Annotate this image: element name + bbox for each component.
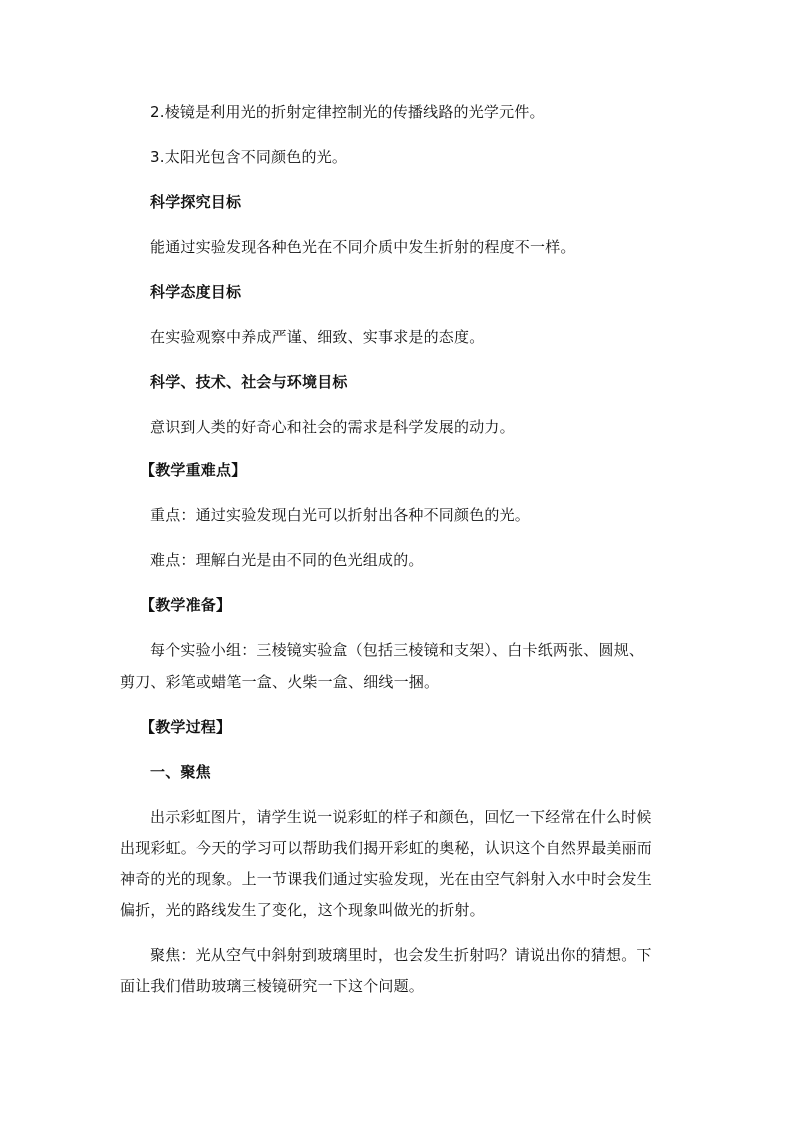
- focus-question-line-2: 面让我们借助玻璃三棱镜研究一下这个问题。: [120, 977, 425, 995]
- focus-paragraph-line-2: 出现彩虹。今天的学习可以帮助我们揭开彩虹的奥秘，认识这个自然界最美丽而: [120, 839, 653, 857]
- heading-sts-goal: 科学、技术、社会与环境目标: [150, 373, 348, 391]
- preparation-text-line-2: 剪刀、彩笔或蜡笔一盒、火柴一盒、细线一捆。: [120, 673, 440, 691]
- heading-preparation: 【教学准备】: [140, 596, 232, 614]
- attitude-goal-text: 在实验观察中养成严谨、细致、实事求是的态度。: [150, 328, 485, 346]
- heading-process: 【教学过程】: [140, 718, 232, 736]
- focus-question-line-1: 聚焦：光从空气中斜射到玻璃里时，也会发生折射吗？请说出你的猜想。下: [150, 946, 652, 964]
- difficulty-text: 难点：理解白光是由不同的色光组成的。: [150, 551, 424, 569]
- inquiry-goal-text: 能通过实验发现各种色光在不同介质中发生折射的程度不一样。: [150, 238, 576, 256]
- heading-focus: 一、聚焦: [150, 763, 211, 781]
- heading-key-points: 【教学重难点】: [140, 461, 247, 479]
- focus-paragraph-line-1: 出示彩虹图片，请学生说一说彩虹的样子和颜色，回忆一下经常在什么时候: [150, 808, 652, 826]
- focus-paragraph-line-4: 偏折，光的路线发生了变化，这个现象叫做光的折射。: [120, 901, 485, 919]
- heading-inquiry-goal: 科学探究目标: [150, 193, 242, 211]
- sts-goal-text: 意识到人类的好奇心和社会的需求是科学发展的动力。: [150, 418, 515, 436]
- preparation-text-line-1: 每个实验小组：三棱镜实验盒（包括三棱镜和支架）、白卡纸两张、圆规、: [150, 641, 645, 659]
- focus-paragraph-line-3: 神奇的光的现象。上一节课我们通过实验发现，光在由空气斜射入水中时会发生: [120, 870, 653, 888]
- knowledge-goal-3: 3.太阳光包含不同颜色的光。: [150, 148, 348, 166]
- heading-attitude-goal: 科学态度目标: [150, 283, 242, 301]
- key-point-text: 重点：通过实验发现白光可以折射出各种不同颜色的光。: [150, 506, 531, 524]
- knowledge-goal-2: 2.棱镜是利用光的折射定律控制光的传播线路的光学元件。: [150, 103, 545, 121]
